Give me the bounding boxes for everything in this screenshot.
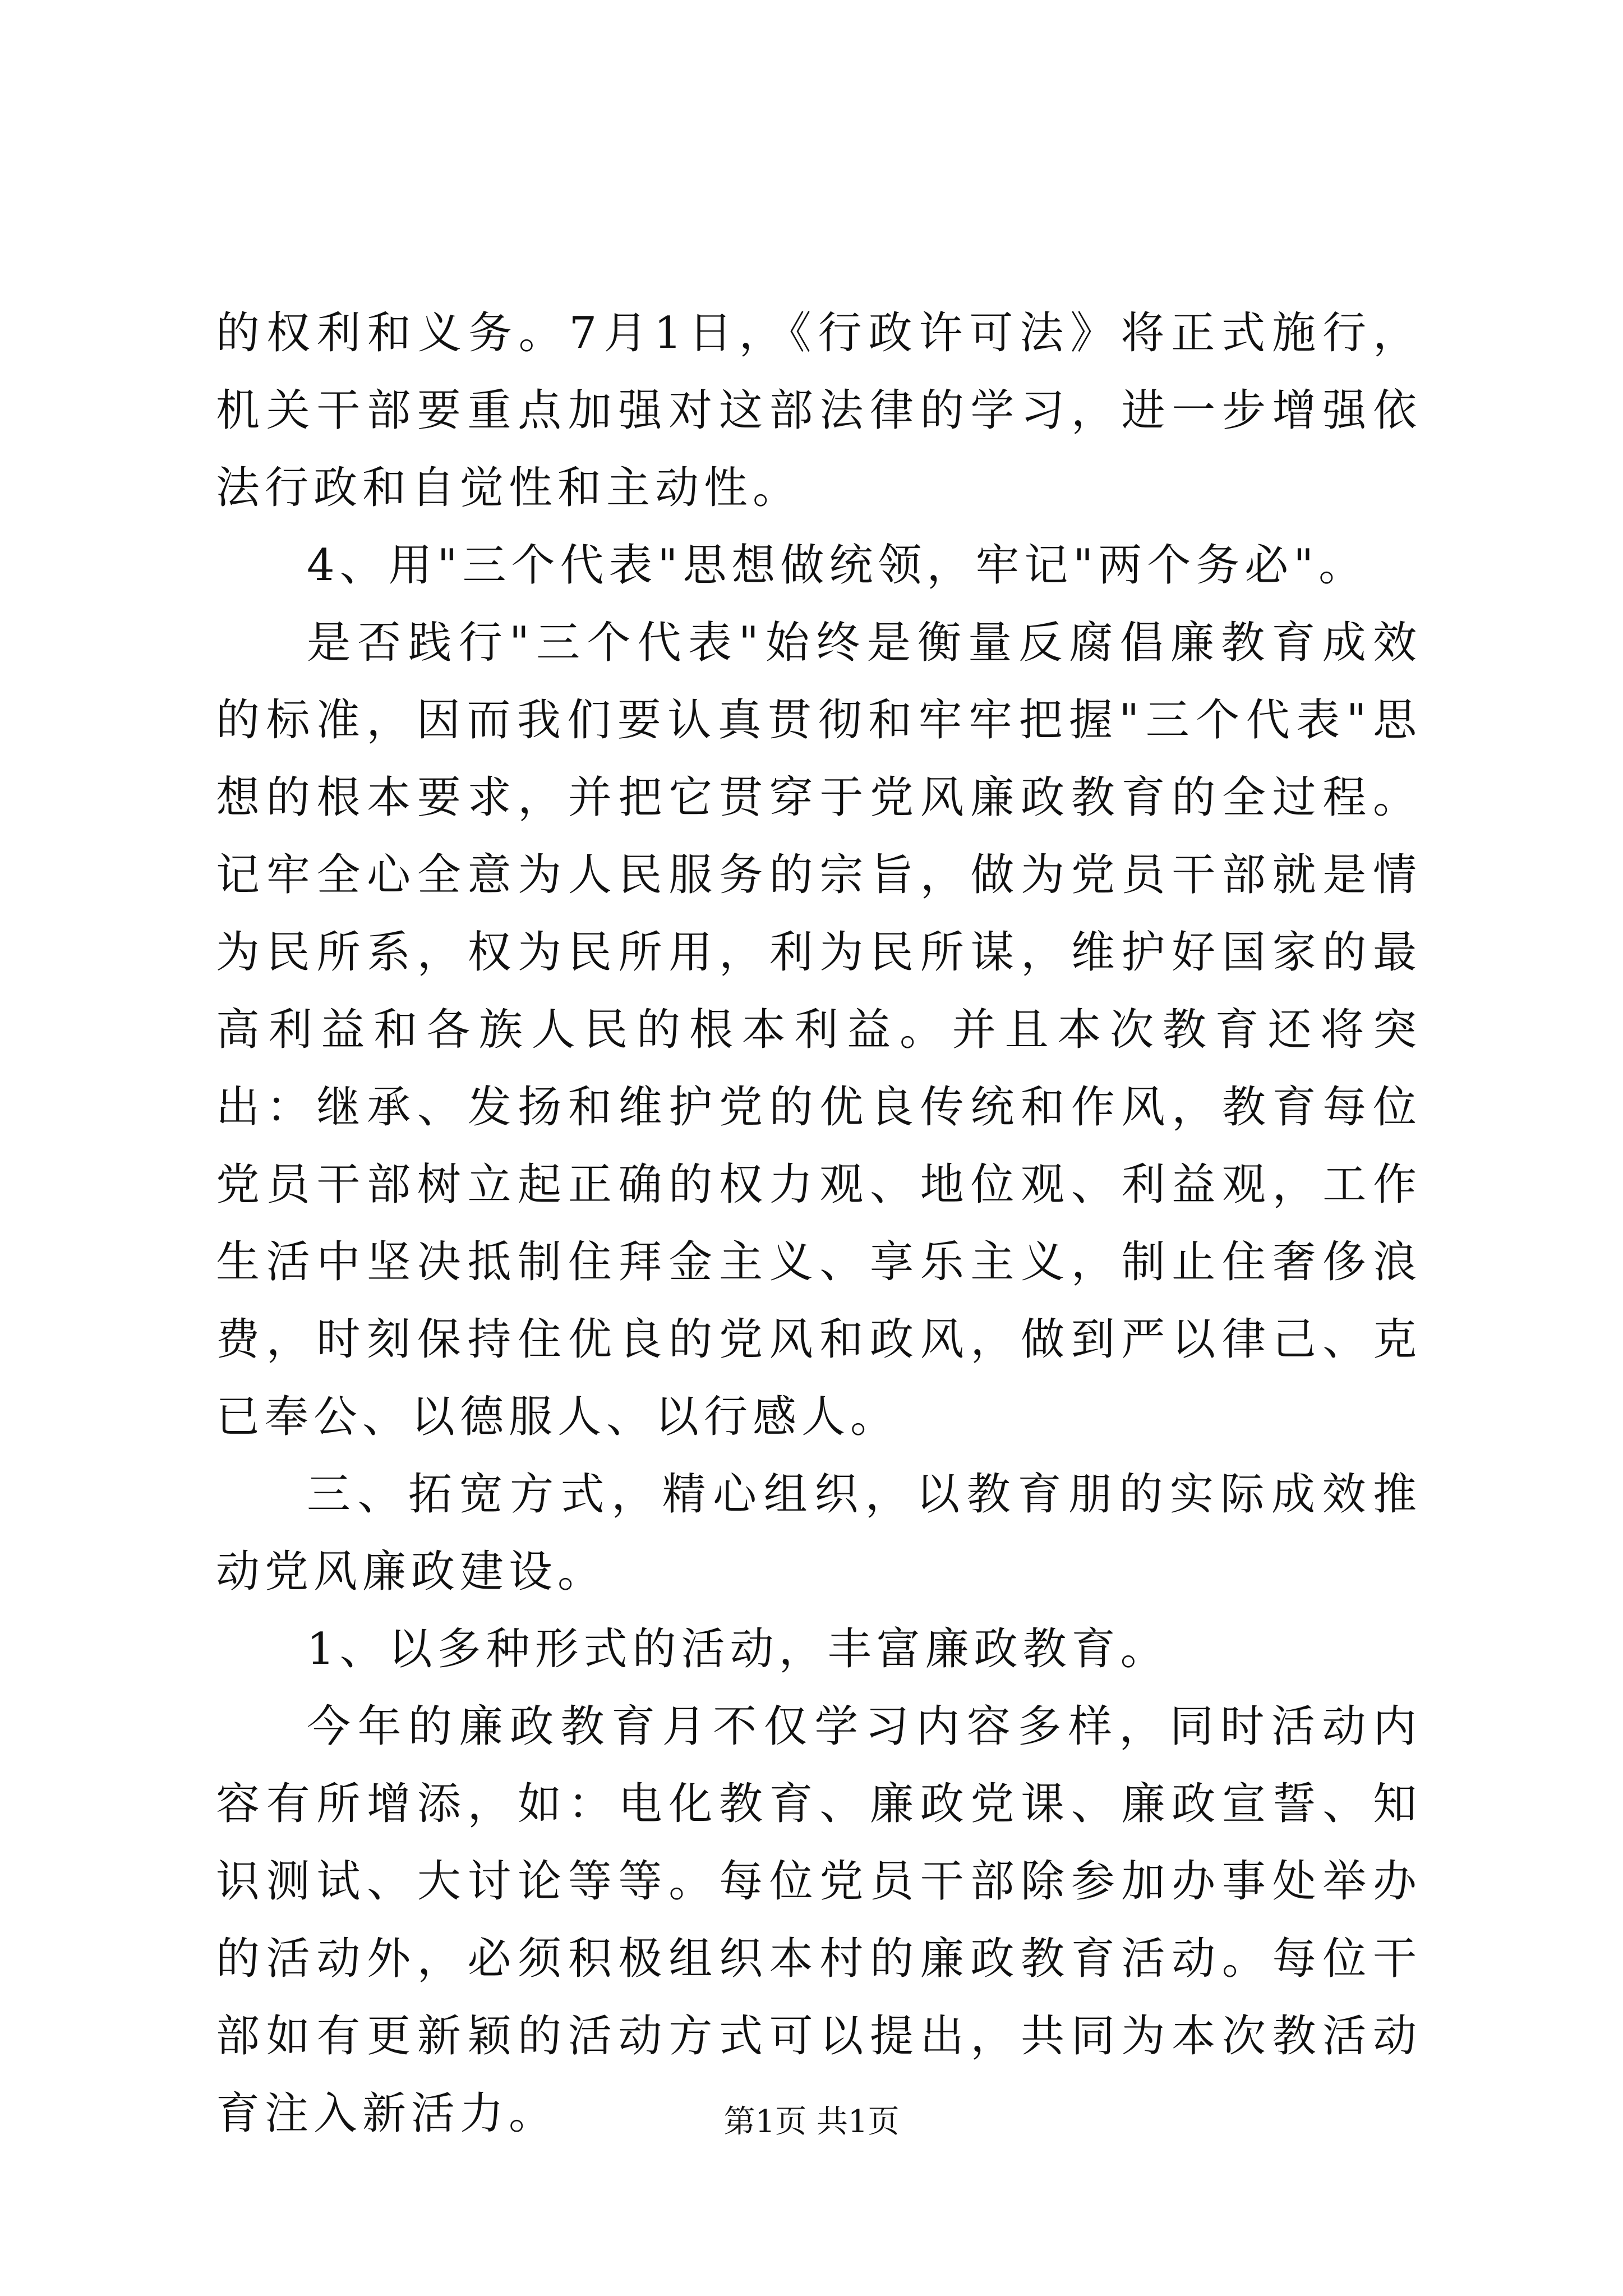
paragraph-three-represents: 是否践行"三个代表"始终是衡量反腐倡廉教育成效的标准，因而我们要认真贯彻和牢牢把握"三个代表"思想的根本要求，并把它贯穿于党风廉政教育的全过程。记牢全心全意为人民服务的宗旨，做为党员干部就是情为民所系，权为民所用，利为民所谋，维护好国家的最高利益和各族人民的根本利益。并且本次教育还将突出：继承、发扬和维护党的优良传统和作风，教育每位党员干部树立起正确的权力观、地位观、利益观，工作生活中坚决抵制住拜金主义、享乐主义，制止住奢侈浪费，时刻保持住优良的党风和政风，做到严以律己、克已奉公、以德服人、以行感人。 [216, 618, 1422, 1442]
paragraph-heading-4: 4、用"三个代表"思想做统领，牢记"两个务必"。 [307, 540, 1368, 591]
paragraph-activities: 今年的廉政教育月不仅学习内容多样，同时活动内容有所增添，如：电化教育、廉政党课、廉政宣誓、知识测试、大讨论等等。每位党员干部除参加办事处举办的活动外，必须积极组织本村的廉政教育活动。每位干部如有更新颖的活动方式可以提出，共同为本次教活动育注入新活力。 [216, 1701, 1422, 2139]
paragraph-section-three: 三、拓宽方式，精心组织，以教育朋的实际成效推动党风廉政建设。 [216, 1469, 1422, 1597]
document-body [216, 295, 1422, 2152]
paragraph-continuation: 的权利和义务。7月1日，《行政许可法》将正式施行，机关干部要重点加强对这部法律的学习，进一步增强依法行政和自觉性和主动性。 [216, 308, 1422, 513]
page-footer: 第1页 共1页 [723, 2104, 900, 2140]
paragraph-heading-1: 1、以多种形式的活动，丰富廉政教育。 [307, 1624, 1169, 1674]
